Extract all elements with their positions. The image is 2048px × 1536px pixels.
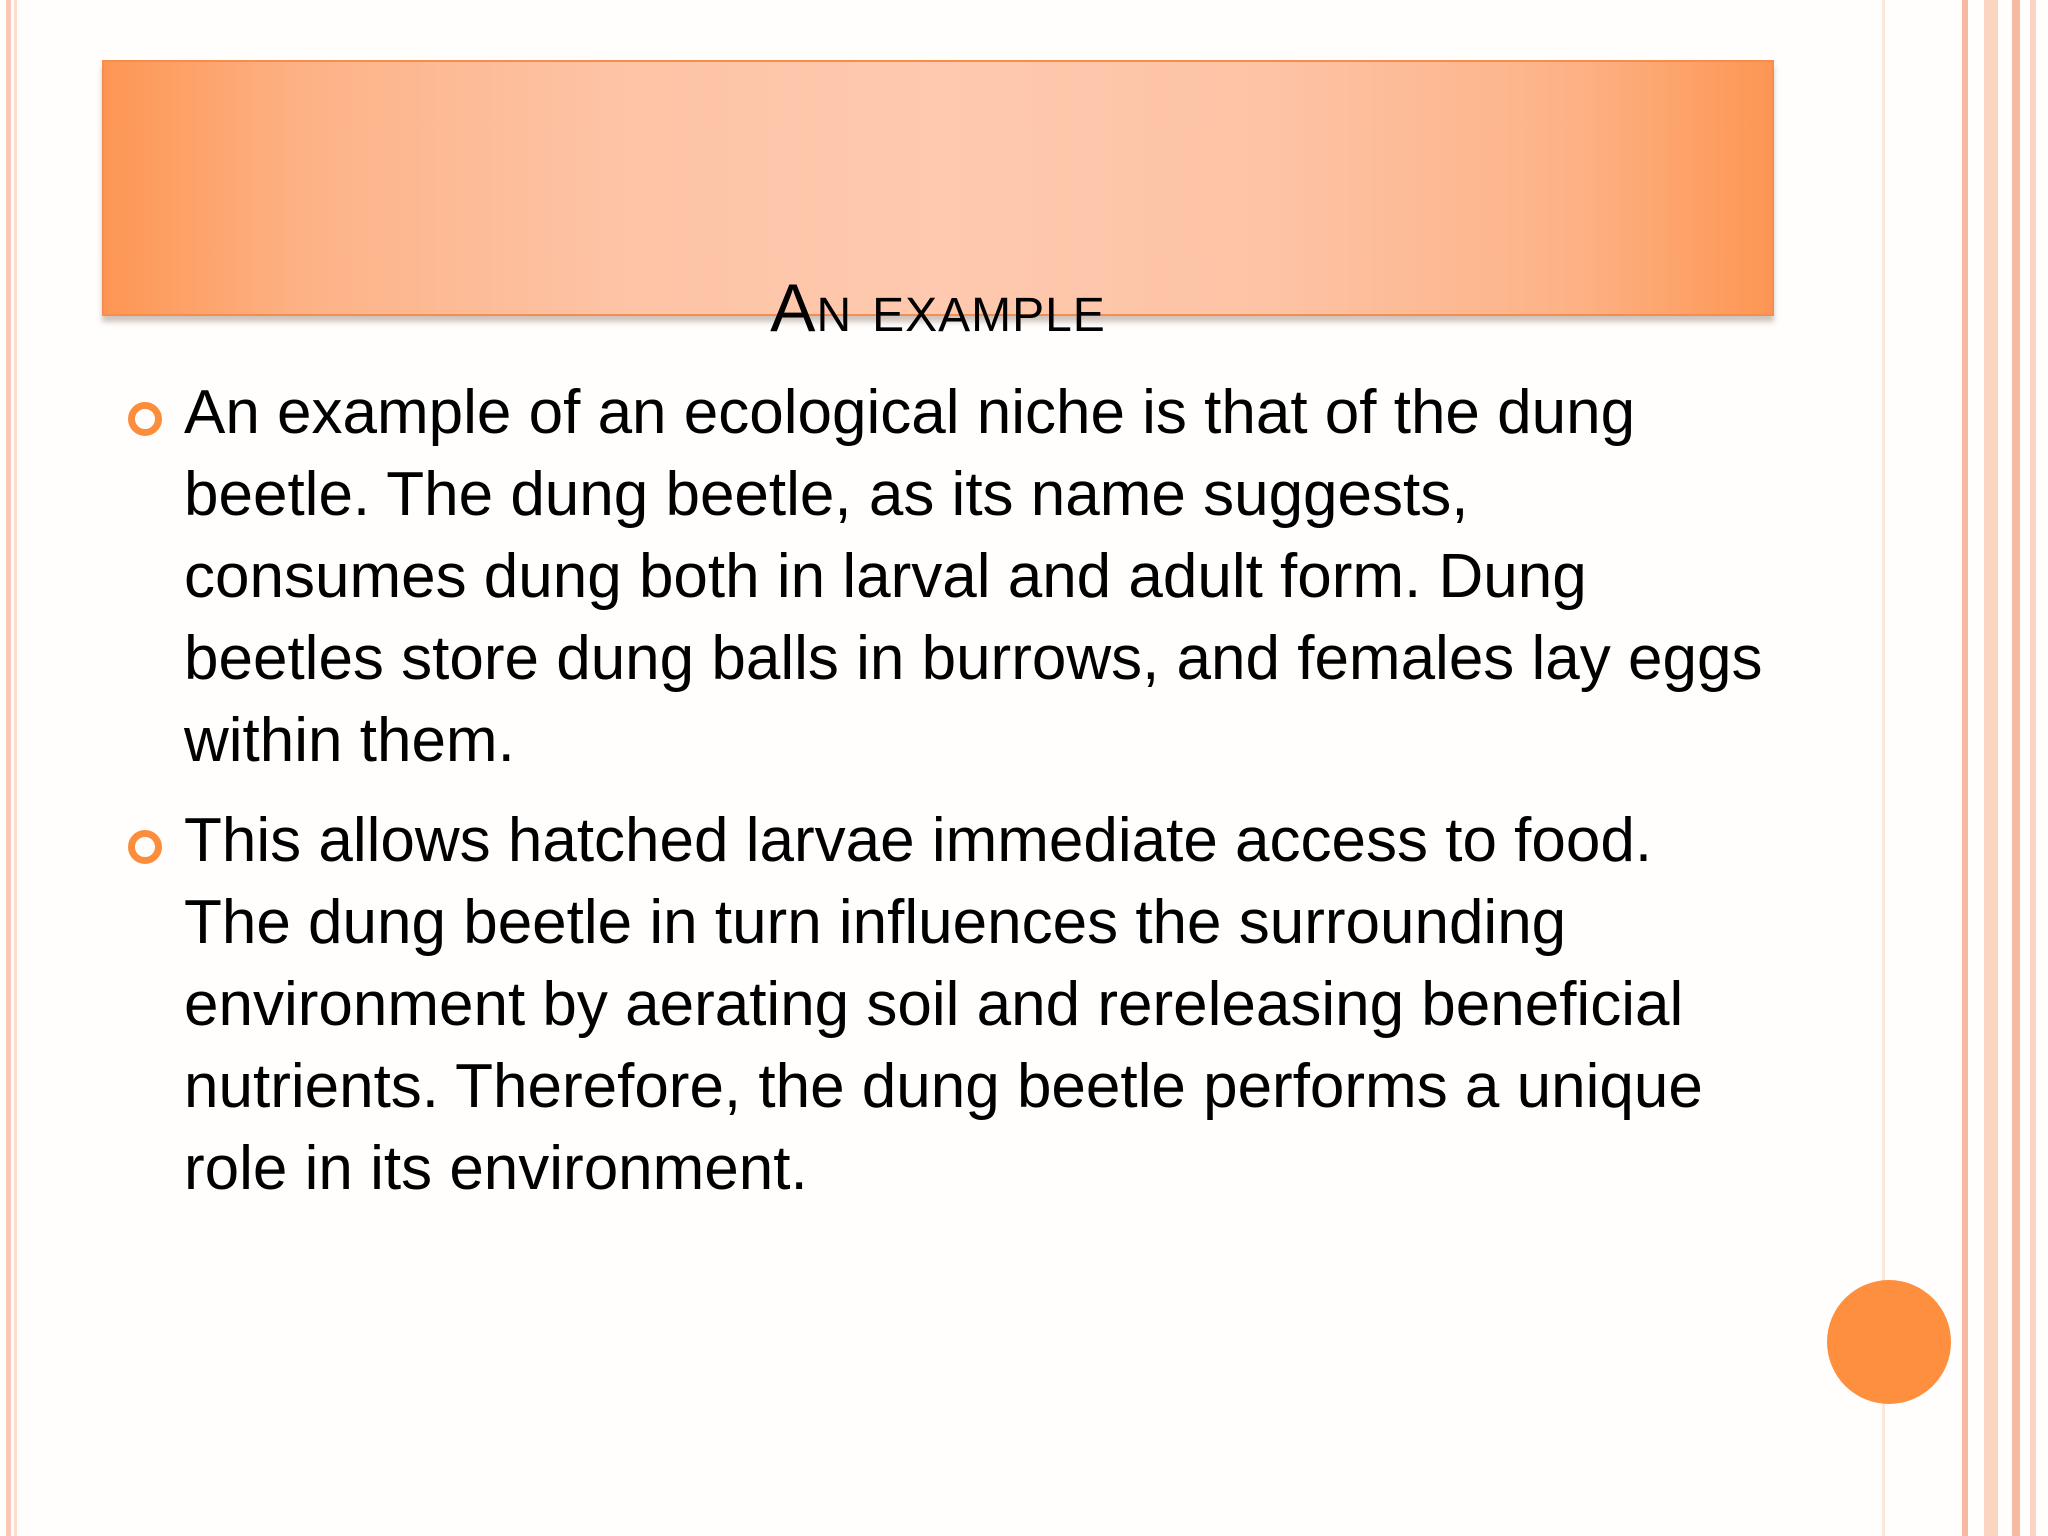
bullet-item bbox=[128, 800, 1768, 1210]
hollow-circle-bullet-icon bbox=[128, 830, 162, 864]
bullet-text: This allows hatched larvae immediate access to food. The dung beetle in turn influences the surrounding environment by aerating soil and rereleasing beneficial nutrients. Therefore, the dung beetle performs a unique role in its environment. bbox=[184, 806, 1703, 1203]
right-border-line bbox=[2030, 0, 2036, 1536]
orange-circle-decoration-icon bbox=[1827, 1280, 1951, 1404]
hollow-circle-bullet-icon bbox=[128, 402, 162, 436]
left-border-line bbox=[14, 0, 17, 1536]
title-bar bbox=[102, 60, 1774, 346]
slide-title: An example bbox=[770, 270, 1106, 346]
right-border-line bbox=[2012, 0, 2020, 1536]
right-border-line bbox=[1984, 0, 1998, 1536]
right-border-line bbox=[1962, 0, 1968, 1536]
bullet-item bbox=[128, 372, 1768, 782]
bullet-list bbox=[128, 372, 1768, 1228]
bullet-text: An example of an ecological niche is that of the dung beetle. The dung beetle, as its name suggests, consumes dung both in larval and adult form. Dung beetles store dung balls in burrows, and females lay eggs within them. bbox=[184, 378, 1763, 775]
left-border-line bbox=[6, 0, 11, 1536]
